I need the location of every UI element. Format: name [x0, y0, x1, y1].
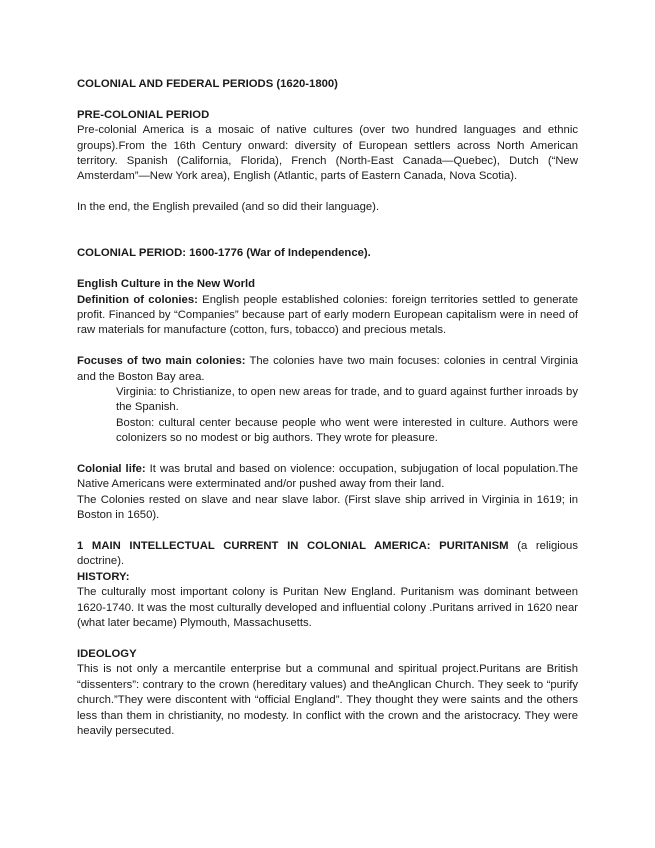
- precolonial-heading: PRE-COLONIAL PERIOD: [77, 108, 210, 121]
- boston-paragraph: Boston: cultural center because people who went were interested in culture. Authors were colonizers so no modest or big authors. They wrote for pleasure.: [116, 416, 578, 445]
- colonial-life-paragraph: [77, 462, 578, 493]
- focuses-text: The colonies have two main focuses: colonies in central Virginia and the Boston Bay area.: [77, 355, 578, 383]
- history-heading: HISTORY:: [77, 570, 130, 583]
- history-paragraph: The culturally most important colony is Puritan New England. Puritanism was dominant between 1620-1740. It was the most culturally developed and influential colony .Puritans arrived in 1620 near (what later became) Plymouth, Massachusetts.: [77, 586, 578, 630]
- virginia-paragraph: Virginia: to Christianize, to open new areas for trade, and to guard against further inroads by the Spanish.: [116, 386, 578, 414]
- puritanism-heading-paragraph: [77, 539, 578, 570]
- colonial-life-label: Colonial life:: [77, 463, 146, 476]
- definition-paragraph: [77, 293, 578, 339]
- precolonial-conclusion: In the end, the English prevailed (and so did their language).: [77, 201, 380, 214]
- focuses-paragraph: [77, 354, 578, 385]
- ideology-paragraph: This is not only a mercantile enterprise but a communal and spiritual project.Puritans are British “dissenters”: contrary to the crown (hereditary values) and theAnglican Church. They seek to “purify church.”They were discontent with “official England”. They thought they were saints and the others less than them in christianity, no modesty. In conflict with the crown and the aristocracy. They were heavily persecuted.: [77, 663, 578, 737]
- ideology-heading: IDEOLOGY: [77, 647, 137, 660]
- puritanism-heading: 1 MAIN INTELLECTUAL CURRENT IN COLONIAL AMERICA: PURITANISM: [77, 540, 509, 553]
- focuses-label: Focuses of two main colonies:: [77, 355, 246, 368]
- document-title: COLONIAL AND FEDERAL PERIODS (1620-1800): [77, 78, 338, 90]
- puritanism-heading-note: (a religious doctrine).: [77, 540, 578, 568]
- definition-label: Definition of colonies:: [77, 293, 198, 306]
- definition-text: English people established colonies: foreign territories settled to generate profit. Financed by “Companies” because part of early modern European capitalism were in need of raw materials for manufacture (cotton, furs, tobacco) and precious metals.: [77, 293, 578, 337]
- document-page: [77, 77, 578, 739]
- colonial-heading: COLONIAL PERIOD: 1600-1776 (War of Independence).: [77, 247, 371, 260]
- colonial-life-paragraph-2: The Colonies rested on slave and near slave labor. (First slave ship arrived in Virginia in 1619; in Boston in 1650).: [77, 493, 578, 522]
- colonial-subheading: English Culture in the New World: [77, 278, 256, 291]
- colonial-life-text: It was brutal and based on violence: occupation, subjugation of local population.The Native Americans were exterminated and/or pushed away from their land.: [77, 463, 578, 491]
- precolonial-paragraph: Pre-colonial America is a mosaic of native cultures (over two hundred languages and ethnic groups).From the 16th Century onward: diversity of European settlers across North American territory. Spanish (California, Florida), French (North-East Canada—Quebec), Dutch (“New Amsterdam”—New York area), English (Atlantic, parts of Eastern Canada, Nova Scotia).: [77, 124, 578, 183]
